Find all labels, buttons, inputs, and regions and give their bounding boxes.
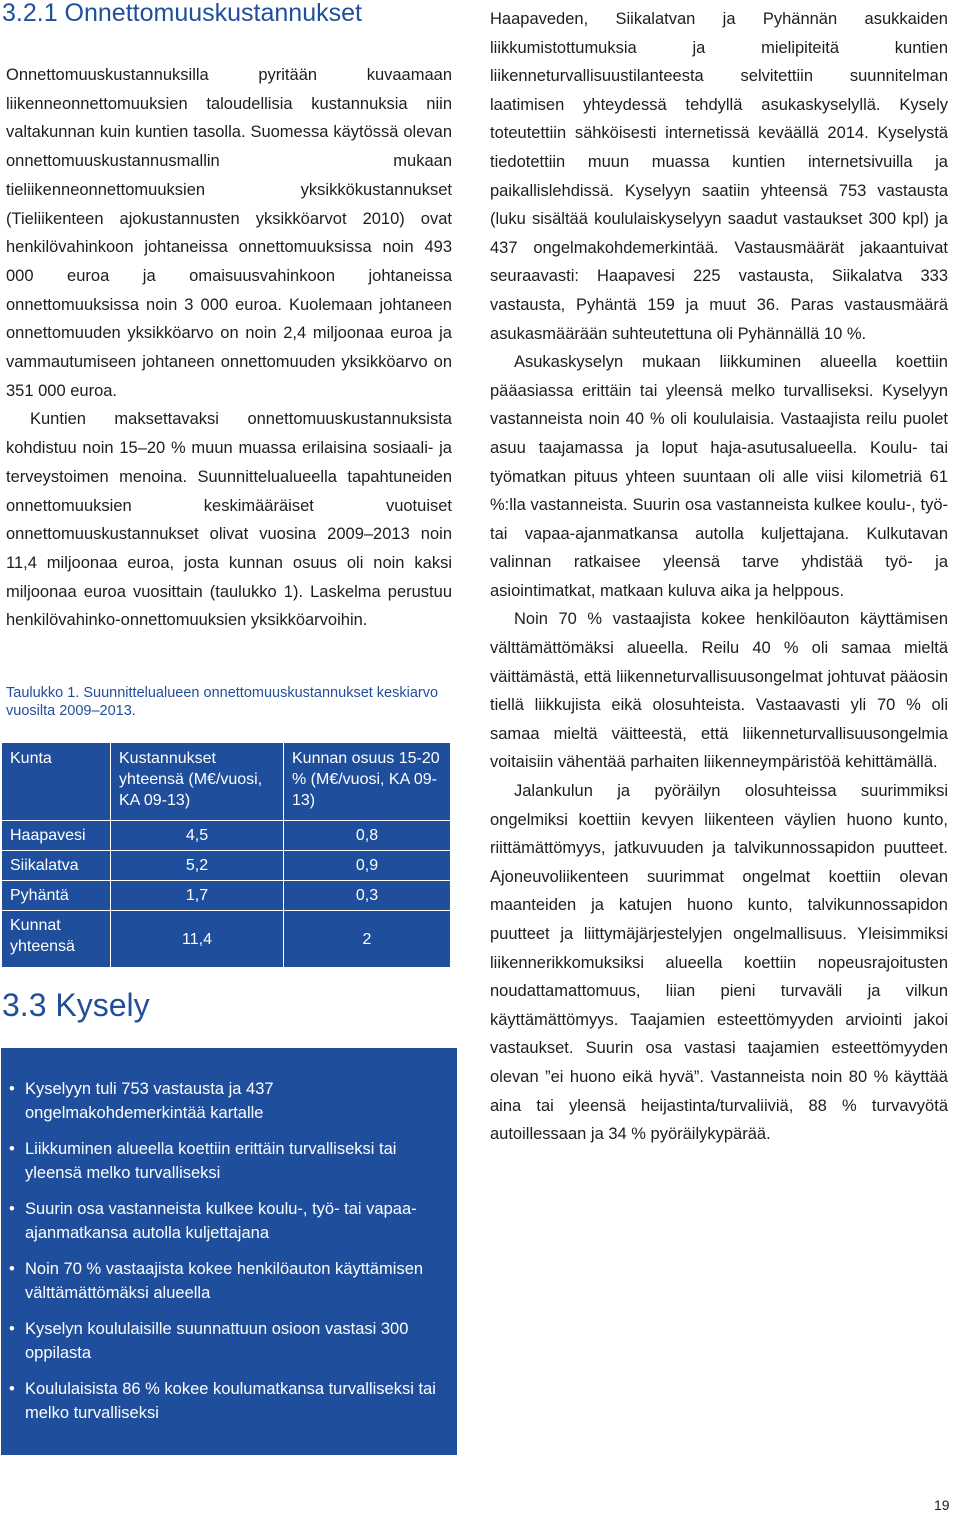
cost-table bbox=[1, 742, 451, 968]
right-column-text bbox=[490, 5, 948, 1149]
summary-bullet-list bbox=[9, 1077, 447, 1425]
subsection-heading: 3.3 Kysely bbox=[2, 987, 150, 1023]
table-cell-kunta: Haapavesi bbox=[2, 821, 111, 851]
table-cell-total: 5,2 bbox=[111, 851, 284, 881]
bullet-text: Kyselyn koululaisille suunnattuun osioon vastasi 300 oppilasta bbox=[25, 1320, 409, 1362]
page-number: 19 bbox=[934, 1497, 950, 1513]
list-item bbox=[9, 1317, 447, 1365]
table-cell-share: 0,9 bbox=[284, 851, 451, 881]
table-cell-total: 4,5 bbox=[111, 821, 284, 851]
paragraph: Haapaveden, Siikalatvan ja Pyhännän asukkaiden liikkumistottumuksia ja mielipiteitä kuntien liikenneturvallisuustilanteesta selvitettiin suunnitelman laatimisen yhteydessä tehdyllä asukaskyselyllä. Kysely toteutettiin sähköisesti internetissä keväällä 2014. Kyselystä tiedotettiin muun muassa kuntien internetsivuilla ja paikallislehdissä. Kyselyyn saatiin yhteensä 753 vastausta (luku sisältää koululaiskyselyyn saadut vastaukset 300 kpl) ja 437 ongelmakohdemerkintää. Vastausmäärät jakaantuivat seuraavasti: Haapavesi 225 vastausta, Siikalatva 333 vastausta, Pyhäntä 159 ja muut 36. Paras vastausmäärä asukasmäärään suhteutettuna oli Pyhännällä 10 %. bbox=[490, 10, 948, 343]
table-cell-total: 11,4 bbox=[111, 911, 284, 968]
table-row bbox=[2, 821, 451, 851]
bullet-icon: • bbox=[9, 1260, 15, 1278]
summary-box bbox=[1, 1048, 457, 1455]
bullet-text: Kyselyyn tuli 753 vastausta ja 437 ongelmakohdemerkintää kartalle bbox=[25, 1080, 274, 1122]
table-cell-share: 0,3 bbox=[284, 881, 451, 911]
bullet-icon: • bbox=[9, 1140, 15, 1158]
left-column-text bbox=[6, 61, 452, 635]
table-header-cell: Kunta bbox=[2, 743, 111, 821]
paragraph: Asukaskyselyn mukaan liikkuminen alueella koettiin pääasiassa erittäin tai yleensä melko turvalliseksi. Kyselyyn vastanneista noin 40 % oli koululaisia. Vastaajista reilu puolet asuu taajamassa ja loput haja-asutusalueella. Koulu- tai työmatkan pituus yhteen suuntaan oli alle viisi kilometriä 61 %:lla vastanneista. Suurin osa vastanneista kulkee koulu-, työ- tai vapaa-ajanmatkansa autolla kuljettajana. Kulkutavan valinnan ratkaisee yleensä tarve yhdistää työ- ja asiointimatkat, matkaan kuluva aika ja helppous. bbox=[490, 353, 948, 600]
bullet-text: Suurin osa vastanneista kulkee koulu-, työ- tai vapaa-ajanmatkansa autolla kuljettajana bbox=[25, 1200, 417, 1242]
table-cell-kunta: Kunnat yhteensä bbox=[2, 911, 111, 968]
table-row-total bbox=[2, 911, 451, 968]
bullet-icon: • bbox=[9, 1200, 15, 1218]
list-item bbox=[9, 1077, 447, 1125]
list-item bbox=[9, 1257, 447, 1305]
table-cell-share: 0,8 bbox=[284, 821, 451, 851]
table-row bbox=[2, 881, 451, 911]
table-cell-kunta: Pyhäntä bbox=[2, 881, 111, 911]
bullet-icon: • bbox=[9, 1380, 15, 1398]
bullet-text: Noin 70 % vastaajista kokee henkilöauton käyttämisen välttämättömäksi alueella bbox=[25, 1260, 424, 1302]
table-caption: Taulukko 1. Suunnittelualueen onnettomuuskustannukset keskiarvo vuosilta 2009–2013. bbox=[6, 685, 439, 719]
list-item bbox=[9, 1377, 447, 1425]
table-cell-share: 2 bbox=[284, 911, 451, 968]
table-header-row bbox=[2, 743, 451, 821]
bullet-icon: • bbox=[9, 1080, 15, 1098]
list-item bbox=[9, 1137, 447, 1185]
paragraph: Kuntien maksettavaksi onnettomuuskustannuksista kohdistuu noin 15–20 % muun muassa erilaisina sosiaali- ja terveystoimen menoina. Suunnittelualueella tapahtuneiden onnettomuuksien keskimääräiset vuotuiset onnettomuuskustannukset olivat vuosina 2009–2013 noin 11,4 miljoonaa euroa, josta kunnan osuus oli noin kaksi miljoonaa euroa vuosittain (taulukko 1). Laskelma perustuu henkilövahinko-onnettomuuksien yksikköarvoihin. bbox=[6, 410, 452, 630]
bullet-icon: • bbox=[9, 1320, 15, 1338]
table-row bbox=[2, 851, 451, 881]
table-header-cell: Kustannukset yhteensä (M€/vuosi, KA 09-13) bbox=[111, 743, 284, 821]
paragraph: Noin 70 % vastaajista kokee henkilöauton käyttämisen välttämättömäksi alueella. Reilu 40 % oli samaa mieltä väittämästä, että liikenneturvallisuusongelmat johtuvat pääosin tiellä liikkujista eikä olosuhteista. Vastaavasti yli 70 % oli samaa mieltä väitteestä, että liikenneturvallisuusongelmia voitaisiin vähentää parhaiten liikenneympäristöä kehittämällä. bbox=[490, 610, 948, 772]
bullet-text: Liikkuminen alueella koettiin erittäin turvalliseksi tai yleensä melko turvalliseksi bbox=[25, 1140, 397, 1182]
list-item bbox=[9, 1197, 447, 1245]
bullet-text: Koululaisista 86 % kokee koulumatkansa turvalliseksi tai melko turvalliseksi bbox=[25, 1380, 436, 1422]
paragraph: Onnettomuuskustannuksilla pyritään kuvaamaan liikenneonnettomuuksien taloudellisia kustannuksia niin valtakunnan kuin kuntien tasolla. Suomessa käytössä olevan onnettomuuskustannusmallin mukaan tieliikenneonnettomuuksien yksikkökustannukset (Tieliikenteen ajokustannusten yksikköarvot 2010) ovat henkilövahinkoon johtaneissa onnettomuuksissa noin 493 000 euroa ja omaisuusvahinkoon johtaneissa onnettomuuksissa noin 3 000 euroa. Kuolemaan johtaneen onnettomuuden yksikköarvo on noin 2,4 miljoonaa euroa ja vammautumiseen johtaneen onnettomuuden yksikköarvo on 351 000 euroa. bbox=[6, 66, 452, 400]
table-header-cell: Kunnan osuus 15-20 % (M€/vuosi, KA 09-13) bbox=[284, 743, 451, 821]
section-heading: 3.2.1 Onnettomuuskustannukset bbox=[2, 0, 362, 27]
table-cell-total: 1,7 bbox=[111, 881, 284, 911]
table-cell-kunta: Siikalatva bbox=[2, 851, 111, 881]
paragraph: Jalankulun ja pyöräilyn olosuhteissa suurimmiksi ongelmiksi koettiin kevyen liikenteen väylien huono kunto, riittämättömyys, jatkuvuuden ja talvikunnossapidon puutteet. Ajoneuvoliikenteen suurimmat ongelmat koettiin olevan maanteiden ja katujen huono kunto, talvikunnossapidon puutteet ja liittymäjärjestelyjen ongelmallisuus. Yleisimmiksi liikennerikkomuksiksi alueella koettiin nopeusrajoitusten noudattamattomuus, liian pieni turvaväli ja vilkun käyttämättömyys. Taajamien esteettömyyden arviointi jakoi vastaukset. Suurin osa vastasi taajamien esteettömyyden olevan ”ei huono eikä hyvä”. Vastanneista noin 80 % käyttää aina tai yleensä heijastinta/turvaliiviä, 88 % turvavyötä autoillessaan ja 34 % pyöräilykypärää. bbox=[490, 782, 948, 1144]
